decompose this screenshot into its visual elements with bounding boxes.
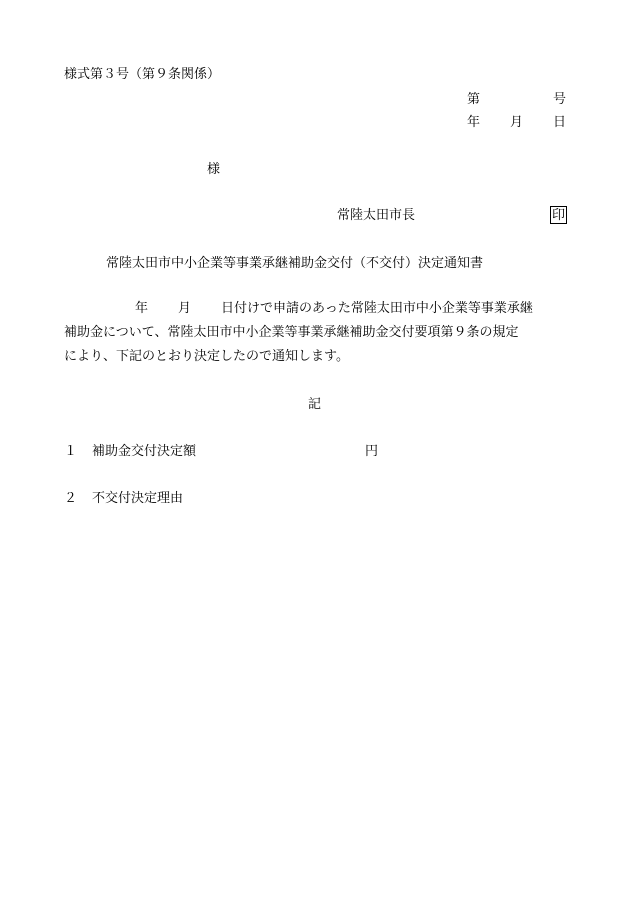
date-month: 月: [510, 115, 524, 130]
body-line-2: 補助金について、常陸太田市中小企業等事業承継補助金交付要項第９条の規定: [64, 325, 519, 340]
item-1-unit: 円: [365, 444, 379, 459]
document-number-prefix: 第: [467, 92, 481, 107]
document-title: 常陸太田市中小企業等事業承継補助金交付（不交付）決定通知書: [106, 256, 484, 271]
date-year: 年: [467, 115, 481, 130]
item-2-label: 不交付決定理由: [92, 491, 184, 506]
body-year: 年: [135, 301, 149, 316]
recipient-honorific: 様: [207, 162, 221, 177]
form-label: 様式第３号（第９条関係）: [64, 67, 221, 82]
body-line-3: により、下記のとおり決定したので通知します。: [64, 349, 349, 364]
issuer-title: 常陸太田市長: [337, 208, 416, 223]
body-line-1: 日付けで申請のあった常陸太田市中小企業等事業承継: [221, 301, 533, 316]
body-month: 月: [178, 301, 192, 316]
document-number-suffix: 号: [553, 92, 567, 107]
seal-stamp: 印: [551, 207, 565, 223]
item-1-number: １: [64, 444, 78, 459]
item-2-number: ２: [64, 491, 78, 506]
date-day: 日: [553, 115, 567, 130]
item-1-label: 補助金交付決定額: [92, 444, 197, 459]
ki-heading: 記: [308, 397, 322, 412]
